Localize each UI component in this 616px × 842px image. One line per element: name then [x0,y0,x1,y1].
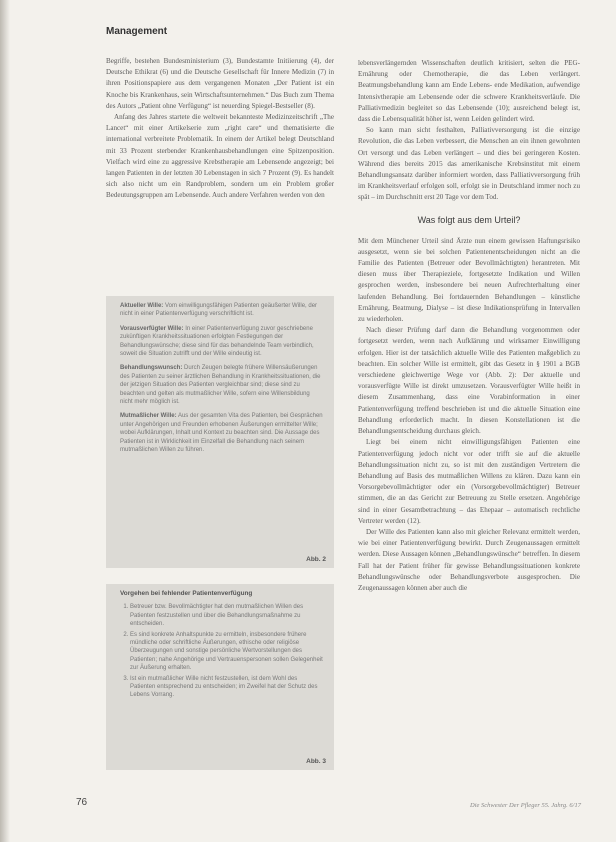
figure-caption: Abb. 3 [306,757,326,765]
definition-term: Aktueller Wille: [120,303,164,309]
right-text-column [358,58,580,798]
left-paragraph-1: Begriffe, bestehen Bundesministerium (3), Bundestamte Initiierung (4), der Deutsche Ethikrat (6) und die Deutsche Gesellschaft für Innere Medizin (7) in ihren Positionspapiere aus dem vergangenen Monaten „Der Patient ist ein Knoche bis Krankenhaus, sein Wirtschaftsunternehmen.“ Das Buch zum Thema des Autors „Patient ohne Verfügung“ ist neuerding Spiegel-Bestseller (8). [106,57,334,110]
page-number: 76 [76,797,88,808]
figure-caption: Abb. 2 [306,555,326,563]
definition-text: In einer Patientenverfügung zuvor geschriebene zukünftigen Krankheitssituationen erfolgten Festlegungen der Behandlungswünsche; diese sind für das behandelnde Team verbindlich, soweit die Situation zutrifft und der Wille eindeutig ist. [120,325,314,358]
journal-footer: Die Schwester Der Pfleger 55. Jahrg. 6/17 [470,802,581,809]
procedure-step: 1. Betreuer bzw. Bevollmächtigter hat den mutmaßlichen Willen des Patienten festzustellen und über die Behandlungsmaßnahme zu entscheiden. [130,603,324,628]
procedure-box [106,584,334,770]
right-paragraph-2: So kann man sicht festhalten, Palliativversorgung ist die einzige Revolution, die das Leben verbessert, die Menschen an ein ihnen gewohnten Ort versorgt und das Leben verlängert – und dies bei geringeren Kosten. Während dies bereits 2015 das amerikanische Krebsinstitut mit einem Behandlungsansatz darüber informiert worden, dass Palliativversorgung früh im Krankheitsverlauf erfolgen soll, erfolgt sie in Deutschland immer noch zu spät – im Durchschnitt erst 20 Tage vor dem Tod. [358,126,580,202]
procedure-title: Vorgehen bei fehlender Patientenverfügung [120,590,253,597]
definition-text: Vom einwilligungsfähigen Patienten geäußerter Wille, der nicht in einer Patientenverfügung verschriftlicht ist. [120,303,318,318]
definition-entry [120,325,324,359]
right-paragraph-6: Der Wille des Patienten kann also mit gleicher Relevanz ermittelt werden, wie bei einer Patientenverfügung bewirkt. Durch Zeugenaussagen ermittelt werden. Diese Aussagen können „Behandlungswünsche“ betreffen. In diesem Fall hat der Patient früher für gewisse Behandlungssituationen konkrete Behandlungswünsche oder Behandlungsverbote ausgesprochen. Die Zeugenaussagen können aber auch die [358,527,580,592]
right-paragraph-3: Mit dem Münchener Urteil sind Ärzte nun einem gewissen Haftungsrisiko ausgesetzt, wenn sie bei solchen Patientenentscheidungen nicht an die Familie des Patienten (Betreuer oder Bevollmächtigten) herantreten. Mit diesen muss über Therapieziele, fortgesetzte Indikation und Willen gesprochen werden, insbesondere bei neuen Aufrechterhaltung einer laufenden Behandlung. Bei fortdauernden Behandlungen – künstliche Ernährung, Beatmung, Dialyse – ist diese Indikationsprüfung in Intervallen zu wiederholen. [358,236,580,324]
page-spine-shadow [0,0,10,842]
left-paragraph-2: Anfang des Jahres startete die weltweit bekannteste Medizinzeitschrift „The Lancet“ mit einer Artikelserie zum „right care“ und thematisierte die international verbreitete Problematik. In einem der Artikel belegt Deutschland mit 33 Prozent sterbender Krankenhausbehandlungen eine Spitzenposition. Vielfach wird eine zu aggressive Krebstherapie am Lebensende angezeigt; bei langen Patienten in der letzten 30 Lebenstagen in sich 7 Prozent (9). Es handelt sich also nicht um ein Randproblem, sondern um ein Problem großer Bedeutungsgruppen am Lebensende. Auch andere Verfahren werden von den [106,113,334,200]
definition-term: Mutmaßlicher Wille: [120,413,177,420]
procedure-step: 2. Es sind konkrete Anhaltspunkte zu ermitteln, insbesondere frühere mündliche oder schriftliche Äußerungen, ethische oder religiöse Überzeugungen und sonstige persönliche Wertvorstellungen des Patienten; nahe Angehörige und Vertrauenspersonen sollen Gelegenheit zur Äußerung erhalten. [130,631,324,673]
section-subheading: Was folgt aus dem Urteil? [417,214,521,225]
definition-entry [120,364,324,406]
definition-term: Behandlungswunsch: [120,365,183,372]
definition-text: Durch Zeugen belegte frühere Willensäußerungen des Patienten zu seiner ärztlichen Behandlung in Krankheitssituationen, die der jetzigen Situation des Patienten vergleichbar sind; diese sind zu beachten und gelten als mutmaßlicher Wille, sofern eine Willensbildung nicht mehr möglich ist. [120,365,321,406]
definition-text: Aus der gesamten Vita des Patienten, bei Gesprächen unter Angehörigen und Freunden erhobenen Äußerungen ermittelter Wille; wobei Aufklärungen, Inhalt und Kontext zu beachten sind. Die Aussage des Patienten ist in Wirklichkeit im Einzelfall die Behandlung nach seinem mutmaßlichen Willen zu führen. [120,413,323,454]
definition-entry [120,302,324,319]
procedure-step: 3. Ist ein mutmaßlicher Wille nicht festzustellen, ist dem Wohl des Patienten entsprechend zu entscheiden; im Zweifel hat der Schutz des Lebens Vorrang. [130,675,324,700]
procedure-list [120,603,324,699]
section-header: Management [106,26,168,37]
right-paragraph-5: Liegt bei einem nicht einwilligungsfähigen Patienten eine Patientenverfügung jedoch nicht vor oder trifft sie auf die aktuelle Behandlungssituation nicht zu, so ist mit den zuständigen Vertretern die Behandlung auf Basis des mutmaßlichen Willens zu klären. Dazu kann ein Vorsorgebevollmächtigter oder ein (Vorsorgebevollmächtigter) Betreuer stimmen, die an das Gericht zur Betreuung zu Stelle ersetzen. Angehörige sind in einer Gesamtbetrachtung – das Ehepaar – automatisch rechtliche Vertreter werden (12). [358,438,580,525]
definition-entry [120,412,324,454]
left-text-column [106,56,334,284]
right-paragraph-1: lebensverlängernden Wissenschaften deutlich kritisiert, selten die PEG-Ernährung oder Chemotherapie, die das Leben verlängert. Beatmungsbehandlung kann am Ende Lebens- ende Medikation, aufwendige Intensivtherapie am Lebensende oder die schwere Krankheitsverläufe. Die Palliativmedizin begleitet so das Lebensende (10); ausreichend belegt ist, dass die Lebensqualität höher ist, wenn Leiden gelindert wird. [358,59,580,124]
right-paragraph-4: Nach dieser Prüfung darf dann die Behandlung vorgenommen oder fortgesetzt werden, wenn nach Aufklärung und wirksamer Einwilligung erfolgen. Hier ist der tatsächlich aktuelle Wille des Patienten maßgeblich zu beachten. Ein solcher Wille ist ermittelt, gibt das Gesetz in § 1901 a BGB verschiedene gleichwertige Wege vor (Abb. 2): Der aktuelle und vorausverfügte Wille ist direkt umzusetzen. Vorausverfügter Wille heißt in diesem Zusammenhang, dass eine Vorabinformation in einer Patientenverfügung treffend beschrieben ist und die aktuelle Situation eine Behandlung erforderlich macht. In diesen Konstellationen ist die Behandlungsentscheidung durchaus gleich. [358,326,580,436]
definition-term: Vorausverfügter Wille: [120,325,184,332]
definitions-box [106,296,334,568]
